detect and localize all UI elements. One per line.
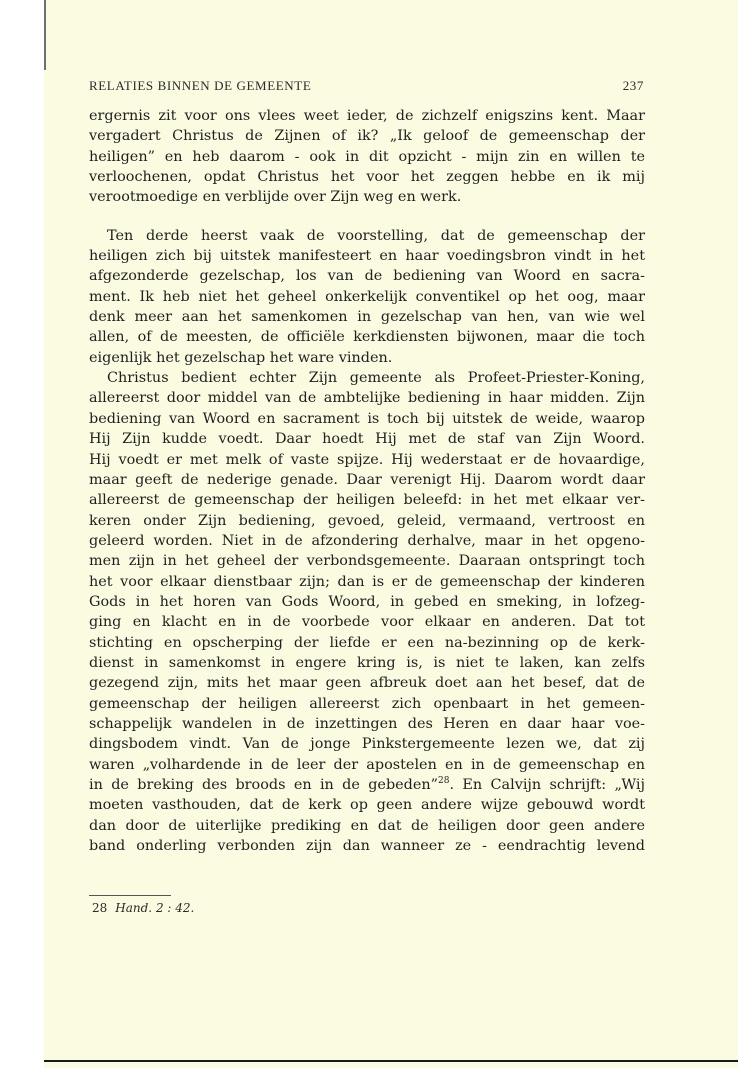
- text-line: denk meer aan het samenkomen in gezelschap van hen, van wie wel: [89, 309, 645, 326]
- text-line: gezegend zijn, mits het maar geen afbreuk doet aan het besef, dat de: [89, 675, 645, 692]
- text-line: allereerst door middel van de ambtelijke bediening in haar midden. Zijn: [89, 390, 645, 407]
- text-line-with-footnote: [89, 775, 645, 795]
- text-line: maar geeft de nederige genade. Daar verenigt Hij. Daarom wordt daar: [89, 471, 645, 488]
- footnote-reference: Hand. 2 : 42.: [115, 901, 195, 915]
- text-line: dingsbodem vindt. Van de jonge Pinkstergemeente lezen we, dat zij: [89, 736, 645, 753]
- text-line: Hij Zijn kudde voedt. Daar hoedt Hij met de staf van Zijn Woord.: [89, 431, 645, 448]
- text-line: ging en klacht en in de voorbede voor elkaar en anderen. Dat tot: [89, 614, 645, 631]
- text-line: heiligen zich bij uitstek manifesteert en haar voedingsbron vindt in het: [89, 248, 645, 265]
- page-bottom-edge: [44, 1060, 738, 1062]
- text-line: eigenlijk het gezelschap het ware vinden.: [89, 349, 393, 366]
- page-left-edge: [44, 0, 46, 70]
- text-line: waren „volhardende in de leer der apostelen en in de gemeenschap en: [89, 756, 645, 773]
- text-line: Christus bedient echter Zijn gemeente als Profeet-Priester-Koning,: [107, 370, 645, 387]
- text-line: verloochenen, opdat Christus het voor het zeggen hebbe en ik mij: [89, 169, 645, 186]
- text-line: Gods in het horen van Gods Woord, in gebed en smeking, in lofzeg-: [89, 593, 645, 610]
- running-header: [89, 78, 644, 98]
- footnote-rule: [89, 895, 171, 896]
- footnote-marker[interactable]: 28: [438, 776, 450, 787]
- text-segment: . En Calvijn schrijft: „Wij: [449, 777, 645, 793]
- footnote: [92, 901, 194, 915]
- footnote-number: 28: [92, 901, 108, 915]
- text-line: het voor elkaar dienstbaar zijn; dan is er de gemeenschap der kinderen: [89, 573, 645, 590]
- text-line: ergernis zit voor ons vlees weet ieder, de zichzelf enigszins kent. Maar: [89, 108, 645, 124]
- text-line: schappelijk wandelen in de inzettingen des Heren en daar haar voe-: [89, 715, 645, 732]
- text-line: allen, of de meesten, de officiële kerkdiensten bijwonen, maar die toch: [89, 329, 645, 346]
- text-line: men zijn in het geheel der verbondsgemeente. Daaraan ontspringt toch: [89, 553, 645, 570]
- paragraph-gap: [89, 208, 645, 226]
- text-line: allereerst de gemeenschap der heiligen beleefd: in het met elkaar ver-: [89, 492, 645, 509]
- text-line: ment. Ik heb niet het geheel onkerkelijk conventikel op het oog, maar: [89, 288, 645, 305]
- text-line: keren onder Zijn bediening, gevoed, geleid, vermaand, vertroost en: [89, 512, 645, 529]
- running-title: RELATIES BINNEN DE GEMEENTE: [89, 78, 312, 93]
- text-line: afgezonderde gezelschap, los van de bediening van Woord en sacra-: [89, 268, 645, 285]
- text-line: heiligen” en heb daarom - ook in dit opzicht - mijn zin en willen te: [89, 148, 645, 165]
- page-number: 237: [622, 78, 644, 93]
- text-line: Ten derde heerst vaak de voorstelling, dat de gemeenschap der: [107, 227, 645, 244]
- text-line: geleerd worden. Niet in de afzondering derhalve, maar in het opgeno-: [89, 532, 645, 549]
- text-line: dienst in samenkomst in engere kring is, is niet te laken, kan zelfs: [89, 654, 645, 671]
- text-line: Hij voedt er met melk of vaste spijze. Hij wederstaat er de hovaardige,: [89, 451, 645, 468]
- text-line: vergadert Christus de Zijnen of ik? „Ik geloof de gemeenschap der: [89, 128, 645, 145]
- text-line: verootmoedige en verblijde over Zijn weg en werk.: [89, 189, 462, 206]
- text-line: band onderling verbonden zijn dan wanneer ze - eendrachtig levend: [89, 838, 645, 855]
- text-line: gemeenschap der heiligen allereerst zich openbaart in het gemeen-: [89, 695, 645, 712]
- text-line: dan door de uiterlijke prediking en dat de heiligen door geen andere: [89, 817, 645, 834]
- body-text: [89, 106, 645, 856]
- text-line: bediening van Woord en sacrament is toch bij uitstek de weide, waarop: [89, 410, 645, 427]
- text-segment: in de breking des broods en in de gebeden”: [89, 777, 439, 793]
- text-line: stichting en opscherping der liefde er een na-bezinning op de kerk-: [89, 634, 645, 651]
- text-line: moeten vasthouden, dat de kerk op geen andere wijze gebouwd wordt: [89, 797, 645, 814]
